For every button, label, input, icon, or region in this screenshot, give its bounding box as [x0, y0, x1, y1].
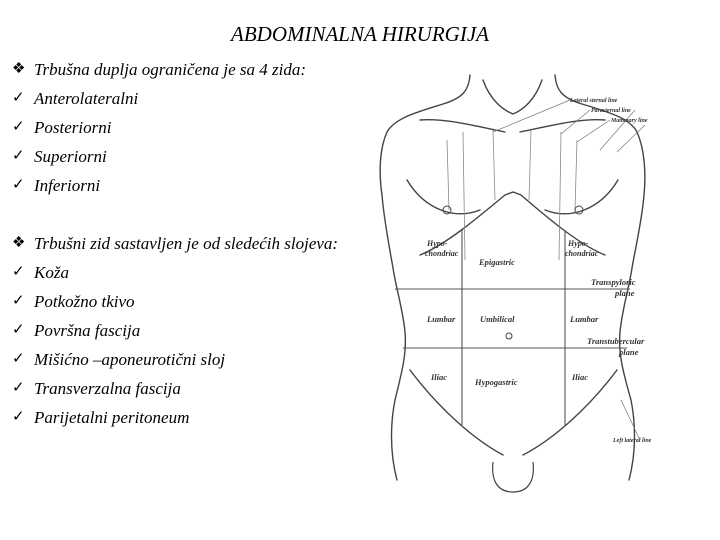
diamond-bullet-icon: ❖ [12, 235, 26, 251]
slide-title: ABDOMINALNA HIRURGIJA [231, 22, 489, 46]
item-text: Anterolateralni [34, 89, 139, 108]
check-bullet-icon: ✓ [12, 90, 25, 106]
check-bullet-icon: ✓ [12, 177, 25, 193]
left-lateral-line-label: Left lateral line [613, 438, 652, 444]
umbilical-label: Umbilical [480, 314, 515, 324]
nipple-icon [575, 206, 583, 214]
list-heading [12, 229, 372, 258]
check-bullet-icon: ✓ [12, 322, 25, 338]
transpyloric-plane-label: plane [615, 288, 635, 298]
inguinal-line [523, 370, 617, 455]
abdominal-walls-list [12, 55, 372, 200]
item-text: Koža [34, 263, 69, 282]
check-bullet-icon: ✓ [12, 380, 25, 396]
transtubercular-plane-label: plane [619, 347, 639, 357]
transtubercular-plane-label: Transtubercular [587, 336, 645, 346]
list-heading [12, 55, 372, 84]
transpyloric-plane-label: Transpyloric [591, 277, 636, 287]
heading-text: Trbušna duplja ograničena je sa 4 zida: [34, 60, 307, 79]
clavicle-line [520, 120, 605, 132]
item-text: Površna fascija [34, 321, 141, 340]
lateral-sternal-line-label: Lateral sternal line [570, 98, 618, 104]
list-item [12, 374, 372, 403]
lumbar-label: Lumbar [570, 314, 599, 324]
epigastric-label: Epigastric [479, 257, 515, 267]
clavicle-line [420, 120, 505, 132]
chest-outline [545, 180, 618, 214]
navel-icon [506, 333, 512, 339]
list-item [12, 171, 372, 200]
list-item [12, 113, 372, 142]
list-item [12, 258, 372, 287]
pelvis-outline [493, 462, 534, 492]
abdominal-regions-figure [365, 70, 665, 505]
check-bullet-icon: ✓ [12, 264, 25, 280]
hypochondriac-label: Hypo- [568, 239, 589, 248]
iliac-label: Iliac [572, 372, 589, 382]
list-item [12, 84, 372, 113]
torso-outline [380, 75, 470, 480]
lumbar-label: Lumbar [427, 314, 456, 324]
item-text: Potkožno tkivo [34, 292, 135, 311]
check-bullet-icon: ✓ [12, 409, 25, 425]
hypochondriac-label: chondriac [425, 249, 459, 258]
hypochondriac-label: chondriac [565, 249, 599, 258]
mammary-line-label: Mammary line [611, 118, 648, 124]
item-text: Mišićno –aponeurotični sloj [34, 350, 226, 369]
item-text: Transverzalna fascija [34, 379, 181, 398]
neck-line [483, 80, 542, 114]
abdominal-layers-list [12, 229, 372, 432]
check-bullet-icon: ✓ [12, 119, 25, 135]
check-bullet-icon: ✓ [12, 293, 25, 309]
nipple-icon [443, 206, 451, 214]
item-text: Superiorni [34, 147, 107, 166]
list-item [12, 142, 372, 171]
hypogastric-label: Hypogastric [475, 377, 518, 387]
torso-diagram [365, 70, 665, 505]
item-text: Posteriorni [34, 118, 112, 137]
list-item [12, 345, 372, 374]
diamond-bullet-icon: ❖ [12, 61, 26, 77]
item-text: Inferiorni [34, 176, 101, 195]
list-item [12, 403, 372, 432]
heading-text: Trbušni zid sastavljen je od sledećih slojeva: [34, 234, 339, 253]
check-bullet-icon: ✓ [12, 351, 25, 367]
hypochondriac-label: Hypo- [427, 239, 448, 248]
item-text: Parijetalni peritoneum [34, 408, 190, 427]
list-item [12, 316, 372, 345]
iliac-label: Iliac [431, 372, 448, 382]
list-item [12, 287, 372, 316]
check-bullet-icon: ✓ [12, 148, 25, 164]
parasternal-line-label: Parasternal line [591, 108, 631, 114]
